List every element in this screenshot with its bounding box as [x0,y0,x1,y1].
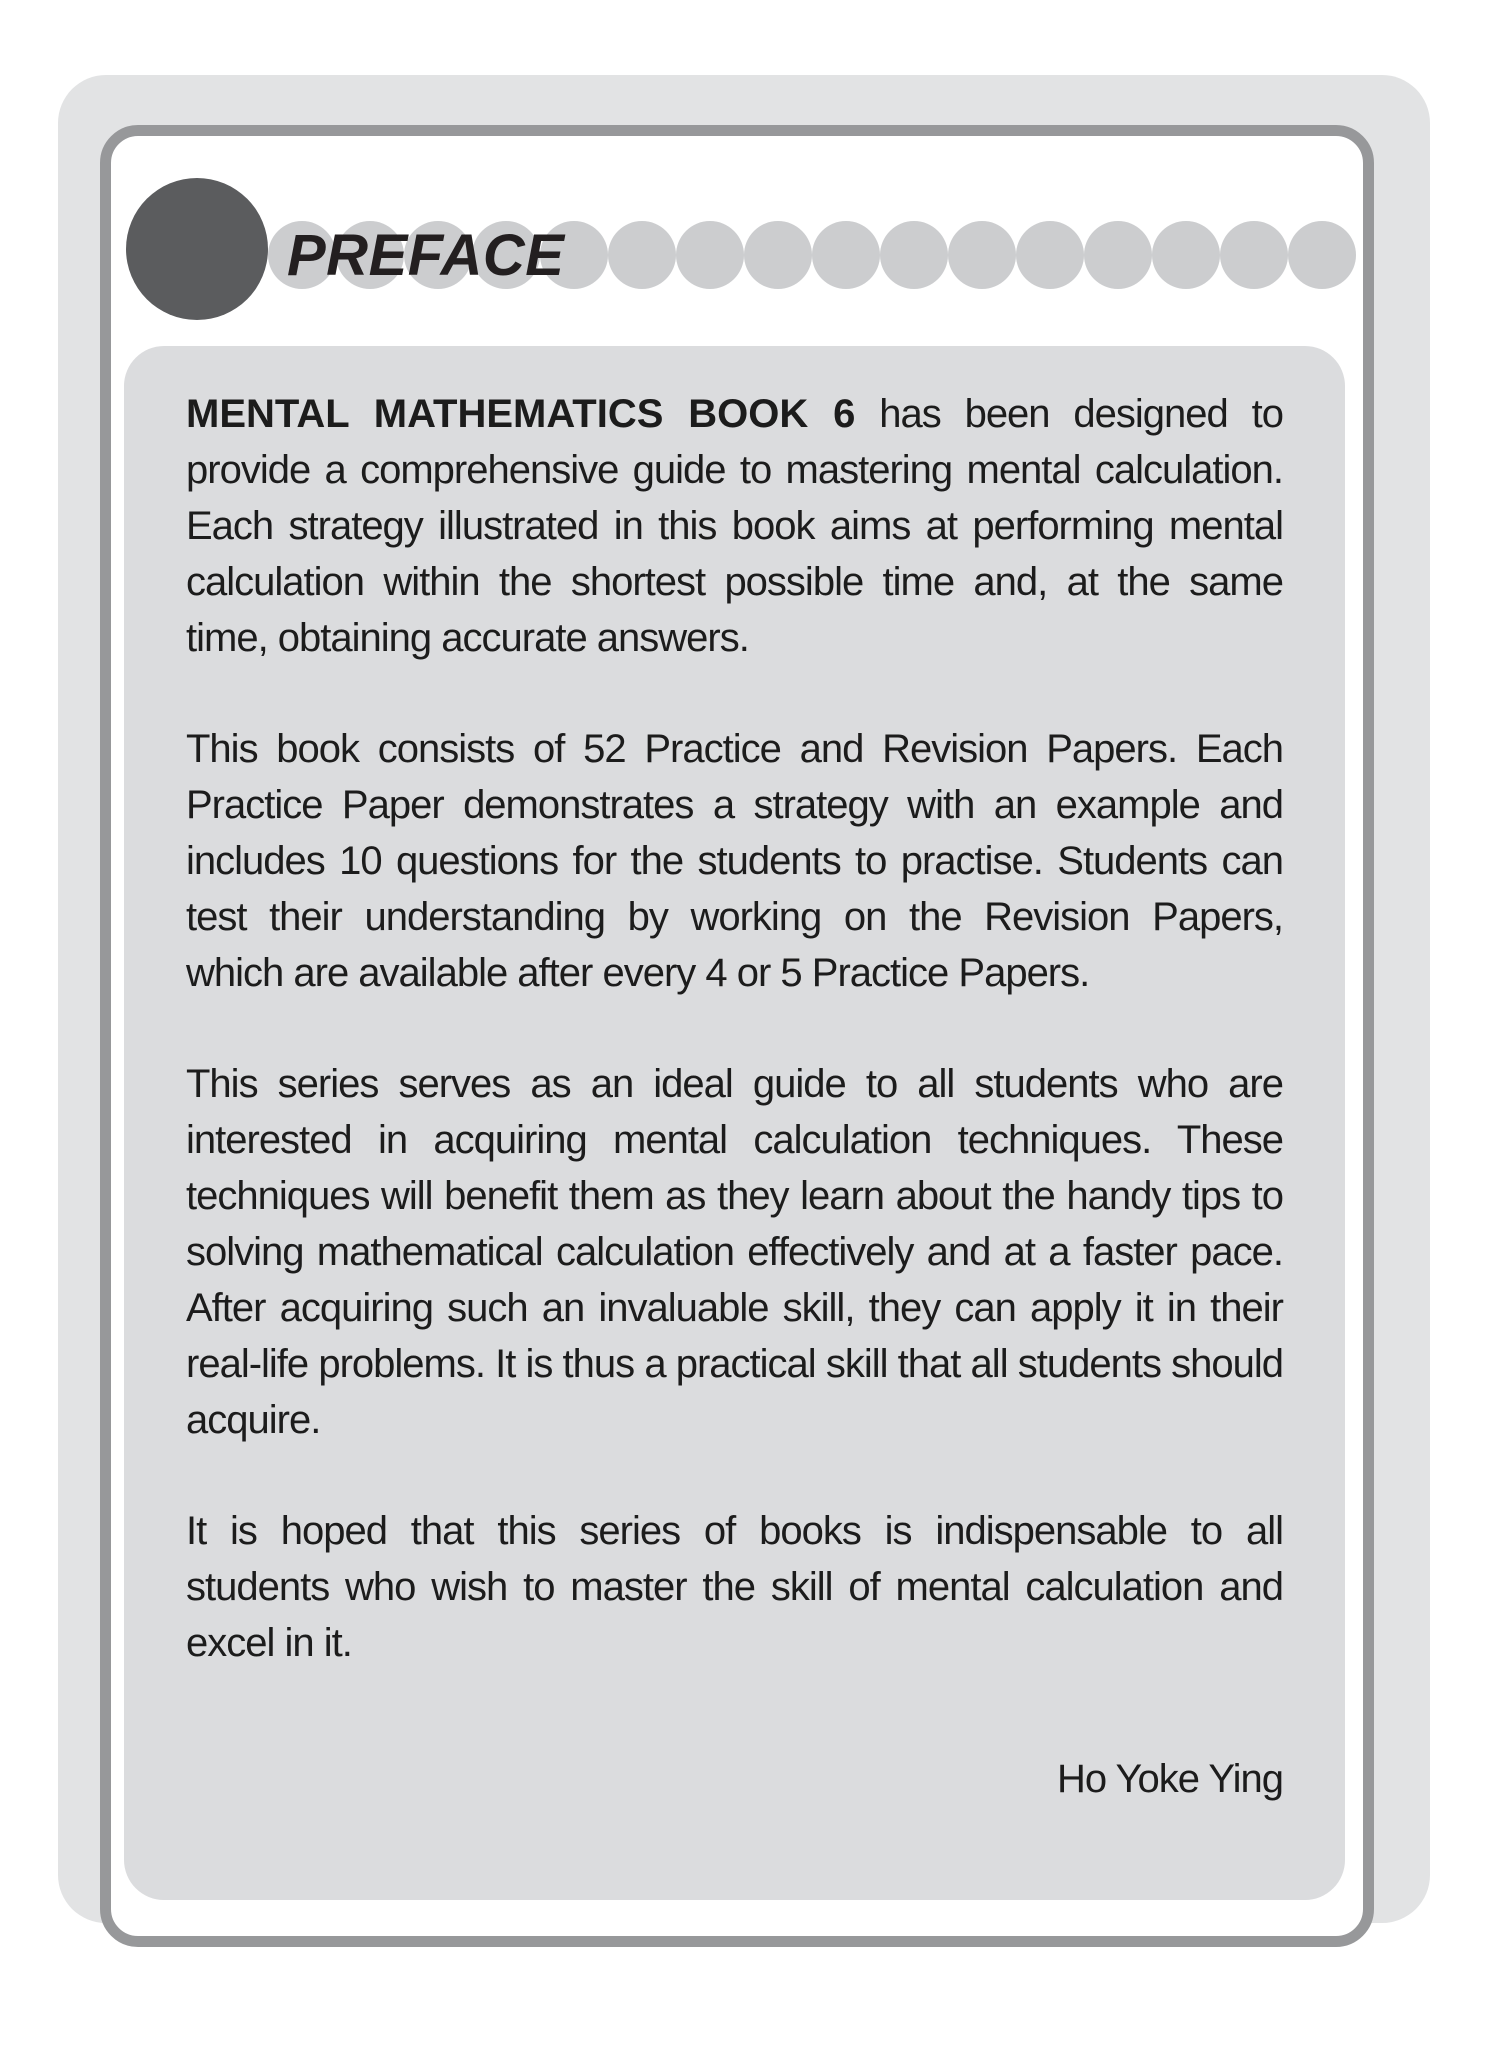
inner-panel [100,125,1374,1947]
dark-circle-decoration [126,178,268,320]
preface-text-box [124,346,1345,1900]
book-title-lead: MENTAL MATHEMATICS BOOK 6 [186,392,856,436]
paragraph-intro [186,386,1283,666]
circle-dot [676,221,744,289]
circle-dot [880,221,948,289]
paragraph-closing: It is hoped that this series of books is indispensable to all students who wish to master the skill of mental calculation and excel in it. [186,1509,1283,1665]
paragraph-intro-rest: has been designed to provide a comprehensive guide to mastering mental calculation. Each strategy illustrated in this book aims at performing mental calculation within the shortest possible time and, at the same time, obtaining accurate answers. [186,392,1283,660]
circle-dot [608,221,676,289]
author-signature: Ho Yoke Ying [1057,1757,1283,1801]
paragraph-benefits: This series serves as an ideal guide to all students who are interested in acquiring mental calculation techniques. These techniques will benefit them as they learn about the handy tips to solving mathematical calculation effectively and at a faster pace. After acquiring such an invaluable skill, they can apply it in their real-life problems. It is thus a practical skill that all students should acquire. [186,1062,1283,1442]
circle-dot [744,221,812,289]
paragraph-structure: This book consists of 52 Practice and Revision Papers. Each Practice Paper demonstrates a strategy with an example and includes 10 questions for the students to practise. Students can test their understanding by working on the Revision Papers, which are available after every 4 or 5 Practice Papers. [186,727,1283,995]
circle-dot [1220,221,1288,289]
circle-dot [1288,221,1356,289]
circle-dot [1016,221,1084,289]
circle-dot [948,221,1016,289]
page-title: PREFACE [287,222,565,288]
circle-dot [1084,221,1152,289]
circle-dot [812,221,880,289]
circle-dot [1152,221,1220,289]
